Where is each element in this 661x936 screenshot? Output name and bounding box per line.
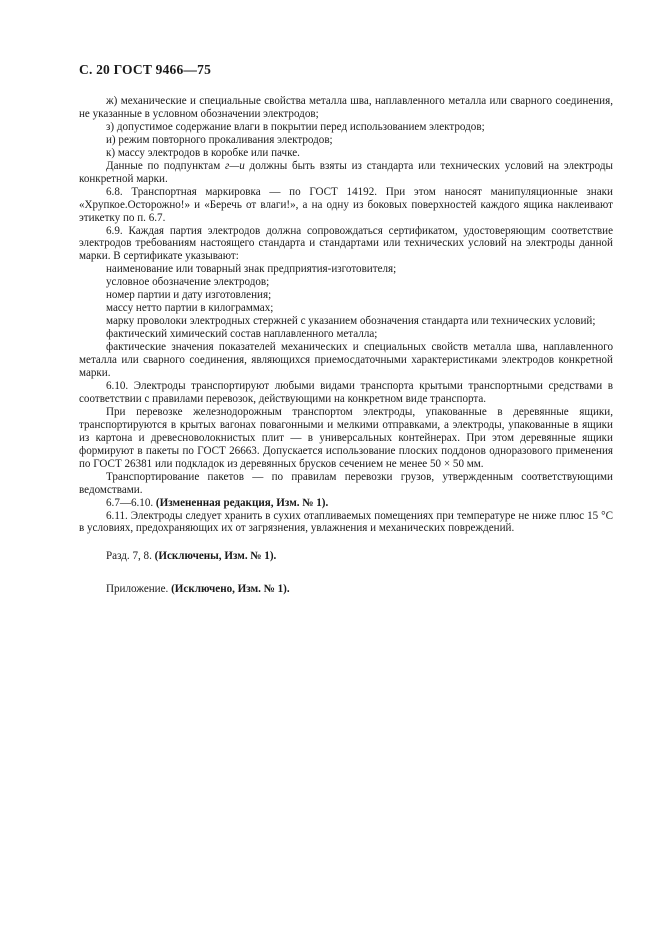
clause-6-10: 6.10. Электроды транспортируют любыми видами транспорта крытыми транспортными средствами в соответствии с правилами перевозок, действующими на конкретном виде транспорта. xyxy=(79,379,613,405)
subitems-note-start: Данные по подпунктам xyxy=(106,159,226,172)
item-k: к) массу электродов в коробке или пачке. xyxy=(106,146,300,159)
clause-6-8: 6.8. Транспортная маркировка — по ГОСТ 14192. При этом наносят манипуляционные знаки «Хрупкое.Осторожно!» и «Беречь от влаги!», а на одну из боковых поверхностей каждого ящика наклеивают этикетку по п. 6.7. xyxy=(79,185,613,224)
appendix-excluded xyxy=(79,583,613,596)
package-transport: Транспортирование пакетов — по правилам перевозки грузов, утвержденным соответствующими ведомствами. xyxy=(79,470,613,496)
item-i: и) режим повторного прокаливания электродов; xyxy=(106,133,333,146)
clause-6-9: 6.9. Каждая партия электродов должна сопровождаться сертификатом, удостоверяющим соответствие электродов требованиям настоящего стандарта и стандартами или технических условий на электроды данной марки. В сертификате указывают: xyxy=(79,224,613,263)
page-header: С. 20 ГОСТ 9466—75 xyxy=(79,62,212,77)
document-body xyxy=(79,95,613,596)
sections-label: Разд. 7, 8. xyxy=(106,550,155,563)
amendment-6-7-6-10 xyxy=(79,497,613,510)
appendix-excluded-note: (Исключено, Изм. № 1). xyxy=(171,583,290,596)
cert-item-batch: номер партии и дату изготовления; xyxy=(106,289,272,302)
sections-excluded xyxy=(79,550,613,563)
amendment-note: (Измененная редакция, Изм. № 1). xyxy=(155,496,329,509)
item-z: з) допустимое содержание влаги в покрытии перед использованием электродов; xyxy=(106,120,485,133)
clause-6-11: 6.11. Электроды следует хранить в сухих отапливаемых помещениях при температуре не ниже плюс 15 °С в условиях, предохраняющих их от загрязнения, увлажнения и механических повреждений. xyxy=(79,509,613,535)
appendix-label: Приложение. xyxy=(106,583,172,596)
cert-item-wire: марку проволоки электродных стержней с указанием обозначения стандарта или технических условий; xyxy=(106,315,596,328)
subitems-note-end: должны быть взяты из стандарта или технических условий на электроды конкретной марки. xyxy=(79,159,614,185)
rail-transport: При перевозке железнодорожным транспортом электроды, упакованные в деревянные ящики, транспортируются в крытых вагонах повагонными и мелкими отправками, а электроды, упакованные в ящики из картона и древесноволокнистых плит — в универсальных контейнерах. При этом деревянные ящики формируют в пакеты по ГОСТ 26663. Допускается использование плоских поддонов одноразового применения по ГОСТ 26381 или подкладок из деревянных брусков сечением не менее 50 × 50 мм. xyxy=(79,405,613,470)
cert-item-mass: массу нетто партии в килограммах; xyxy=(106,302,274,315)
cert-item-name: наименование или товарный знак предприятия-изготовителя; xyxy=(106,263,397,276)
subitems-note xyxy=(79,160,613,186)
subitems-range: г—и xyxy=(225,159,245,172)
sections-excluded-note: (Исключены, Изм. № 1). xyxy=(154,550,277,563)
cert-item-properties: фактические значения показателей механических и специальных свойств металла шва, наплавленного металла или сварного соединения, являющихся приемосдаточными характеристиками электродов конкретной марки. xyxy=(79,341,613,380)
cert-item-designation: условное обозначение электродов; xyxy=(106,276,270,289)
cert-item-chemistry: фактический химический состав наплавленного металла; xyxy=(106,328,378,341)
item-zh: ж) механические и специальные свойства металла шва, наплавленного металла или сварного соединения, не указанные в условном обозначении электродов; xyxy=(79,95,613,120)
amendment-range: 6.7—6.10. xyxy=(106,496,156,509)
